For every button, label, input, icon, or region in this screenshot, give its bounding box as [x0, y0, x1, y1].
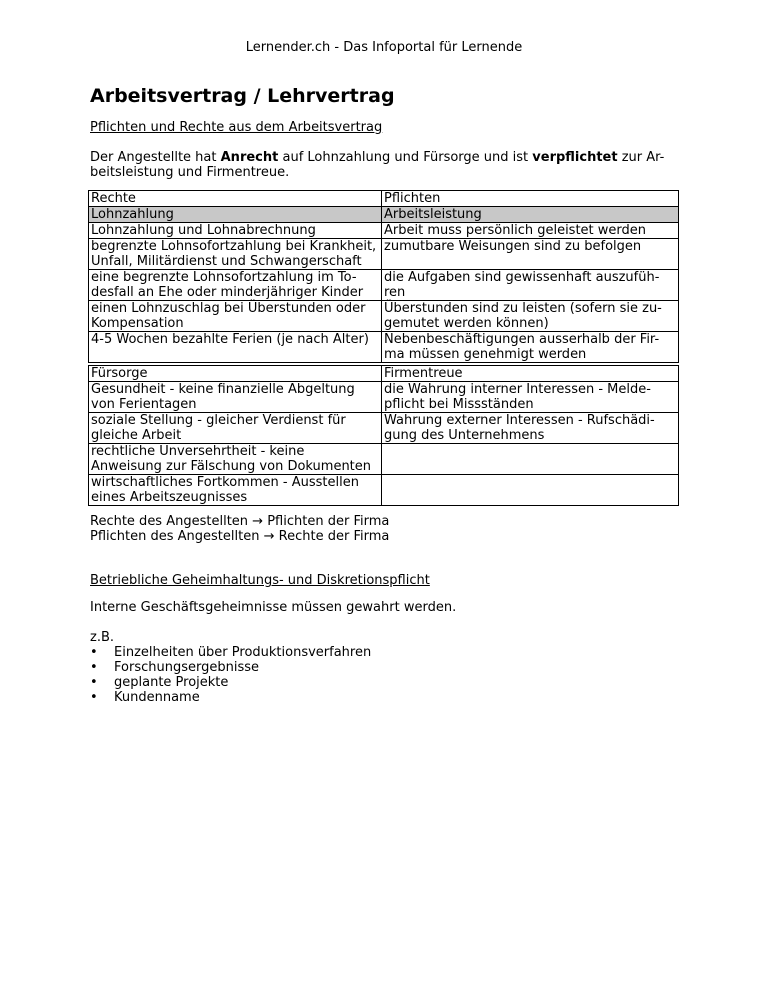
table-row [89, 301, 679, 332]
care-loyalty-table [88, 365, 679, 506]
arrow-right-icon: → [252, 514, 264, 529]
table-row [89, 332, 679, 363]
intro-text: Der Angestellte hat [90, 150, 221, 165]
summary-left: Rechte des Angestellten [90, 514, 249, 529]
bullet-icon: • [90, 660, 98, 675]
section-heading-confidentiality: Betriebliche Geheimhaltungs- und Diskretionspflicht [90, 573, 430, 588]
summary-right: Rechte der Firma [278, 529, 390, 544]
table-cell [382, 444, 679, 475]
section-heading-rights-duties: Pflichten und Rechte aus dem Arbeitsvertrag [90, 120, 383, 135]
table-cell: wirtschaftliches Fortkommen - Ausstellen eines Arbeitszeugnisses [89, 475, 382, 506]
intro-bold-verpflichtet: verpflichtet [532, 150, 618, 165]
summary-left: Pflichten des Angestellten [90, 529, 260, 544]
table-cell: rechtliche Unversehrtheit - keine Anweisung zur Fälschung von Dokumenten [89, 444, 382, 475]
list-item [90, 645, 371, 660]
table-cell [382, 475, 679, 506]
table-cell: Gesundheit - keine finanzielle Abgeltung von Ferientagen [89, 382, 382, 413]
bullet-icon: • [90, 675, 98, 690]
list-item-text: Kundenname [114, 690, 200, 705]
table-row [89, 475, 679, 506]
table-row [89, 382, 679, 413]
table-row [89, 270, 679, 301]
table-row [89, 223, 679, 239]
table-cell: die Aufgaben sind gewissenhaft auszufüh-ren [382, 270, 679, 301]
bullet-icon: • [90, 645, 98, 660]
summary-line [90, 514, 389, 529]
table-row [89, 413, 679, 444]
examples-list [90, 645, 371, 705]
rights-duties-table [88, 190, 679, 363]
page-title: Arbeitsvertrag / Lehrvertrag [90, 85, 395, 107]
table-cell: einen Lohnzuschlag bei Überstunden oder Kompensation [89, 301, 382, 332]
summary-right: Pflichten der Firma [267, 514, 390, 529]
intro-bold-anrecht: Anrecht [220, 150, 279, 165]
table-header-cell: Rechte [89, 191, 382, 207]
summary-line [90, 529, 389, 544]
list-item-text: Forschungsergebnisse [114, 660, 259, 675]
table-cell: eine begrenzte Lohnsofortzahlung im To-desfall an Ehe oder minderjähriger Kinder [89, 270, 382, 301]
list-item [90, 675, 371, 690]
page-header: Lernender.ch - Das Infoportal für Lernende [245, 40, 523, 55]
intro-text: zur Ar-beitsleistung und Firmentreue. [90, 150, 665, 180]
table-cell: Lohnzahlung und Lohnabrechnung [89, 223, 382, 239]
intro-text: auf Lohnzahlung und Fürsorge und ist [278, 150, 533, 165]
table-cell: begrenzte Lohnsofortzahlung bei Krankheit, Unfall, Militärdienst und Schwangerschaft [89, 239, 382, 270]
table-cell: soziale Stellung - gleicher Verdienst für gleiche Arbeit [89, 413, 382, 444]
table-row [89, 239, 679, 270]
table-cell: 4-5 Wochen bezahlte Ferien (je nach Alter) [89, 332, 382, 363]
list-item [90, 660, 371, 675]
arrow-right-icon: → [263, 529, 275, 544]
bullet-icon: • [90, 690, 98, 705]
table-cell: Arbeit muss persönlich geleistet werden [382, 223, 679, 239]
table-cell: Nebenbeschäftigungen ausserhalb der Fir-ma müssen genehmigt werden [382, 332, 679, 363]
list-item-text: Einzelheiten über Produktionsverfahren [114, 645, 372, 660]
table-header-row [89, 366, 679, 382]
list-item [90, 690, 371, 705]
table-header-cell: Pflichten [382, 191, 679, 207]
table-cell: Überstunden sind zu leisten (sofern sie zu-gemutet werden können) [382, 301, 679, 332]
table-header-cell: Fürsorge [89, 366, 382, 382]
confidentiality-paragraph: Interne Geschäftsgeheimnisse müssen gewahrt werden. [90, 600, 457, 615]
table-cell: Wahrung externer Interessen - Rufschädi-gung des Unternehmens [382, 413, 679, 444]
examples-label: z.B. [90, 630, 115, 645]
table-cell: Lohnzahlung [89, 207, 382, 223]
table-row [89, 444, 679, 475]
table-header-cell: Firmentreue [382, 366, 679, 382]
table-header-row [89, 191, 679, 207]
table-shaded-row [89, 207, 679, 223]
table-cell: Arbeitsleistung [382, 207, 679, 223]
table-cell: zumutbare Weisungen sind zu befolgen [382, 239, 679, 270]
list-item-text: geplante Projekte [114, 675, 229, 690]
rights-duties-summary [90, 514, 389, 544]
table-cell: die Wahrung interner Interessen - Melde-pflicht bei Missständen [382, 382, 679, 413]
intro-paragraph [90, 150, 680, 180]
